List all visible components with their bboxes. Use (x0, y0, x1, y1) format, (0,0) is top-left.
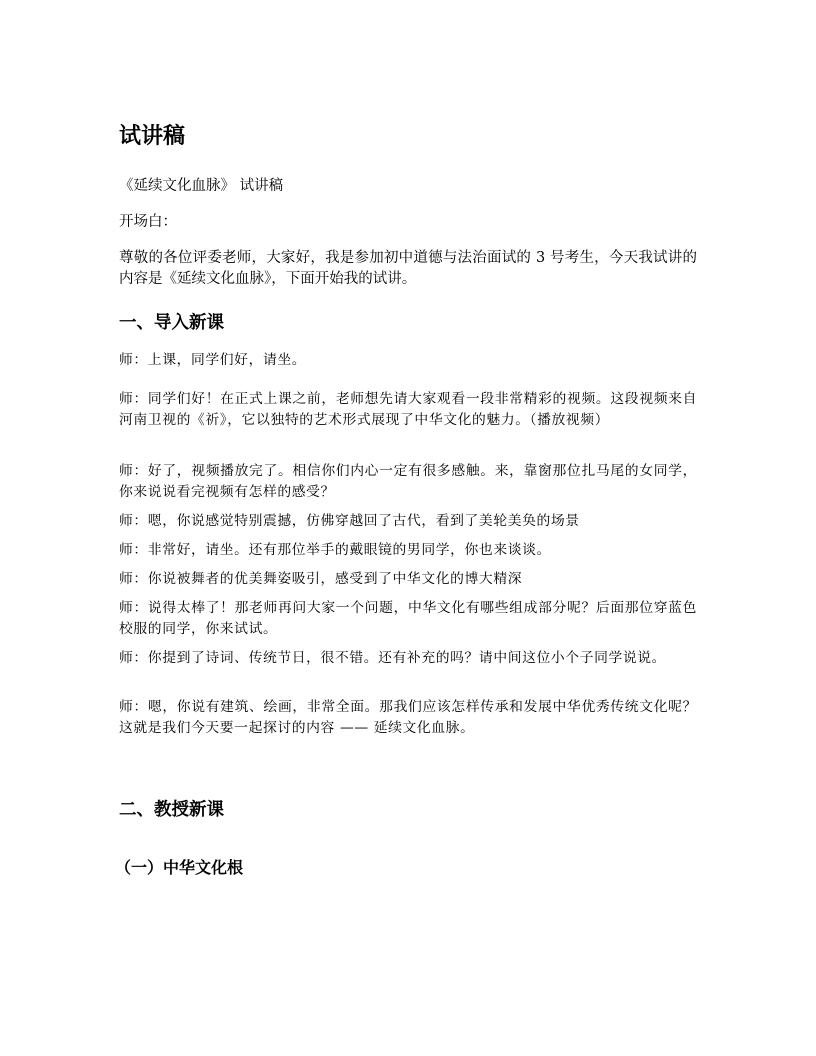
document-subtitle: 《延续文化血脉》 试讲稿 (119, 178, 284, 194)
subsection-heading: （一）中华文化根 (115, 858, 244, 877)
section-heading-teaching: 二、教授新课 (119, 800, 224, 820)
dialogue-line: 师：非常好，请坐。还有那位举手的戴眼镜的男同学，你也来谈谈。 (119, 542, 551, 558)
document-title: 试讲稿 (119, 123, 186, 149)
dialogue-line: 师：你提到了诗词、传统节日，很不错。还有补充的吗？请中间这位小个子同学说说。 (119, 650, 667, 666)
dialogue-line: 师：好了，视频播放完了。相信你们内心一定有很多感触。来，靠窗那位扎马尾的女同学，你来说说看完视频有怎样的感受？ (119, 463, 697, 500)
section-heading-intro: 一、导入新课 (119, 313, 224, 333)
dialogue-line: 师：嗯，你说感觉特别震撼，仿佛穿越回了古代，看到了美轮美奂的场景 (119, 513, 580, 529)
opening-label: 开场白： (119, 214, 177, 230)
opening-text: 尊敬的各位评委老师，大家好，我是参加初中道德与法治面试的 3 号考生，今天我试讲的内容是《延续文化血脉》，下面开始我的试讲。 (119, 250, 697, 287)
dialogue-line: 师：嗯，你说有建筑、绘画，非常全面。那我们应该怎样传承和发展中华优秀传统文化呢？这就是我们今天要一起探讨的内容 —— 延续文化血脉。 (119, 699, 697, 736)
dialogue-line: 师：上课，同学们好，请坐。 (119, 352, 307, 368)
dialogue-line: 师：说得太棒了！那老师再问大家一个问题，中华文化有哪些组成部分呢？后面那位穿蓝色校服的同学，你来试试。 (119, 600, 697, 637)
dialogue-line: 师：你说被舞者的优美舞姿吸引，感受到了中华文化的博大精深 (119, 571, 523, 587)
dialogue-line: 师：同学们好！在正式上课之前，老师想先请大家观看一段非常精彩的视频。这段视频来自河南卫视的《祈》，它以独特的艺术形式展现了中华文化的魅力。（播放视频） (119, 391, 697, 428)
